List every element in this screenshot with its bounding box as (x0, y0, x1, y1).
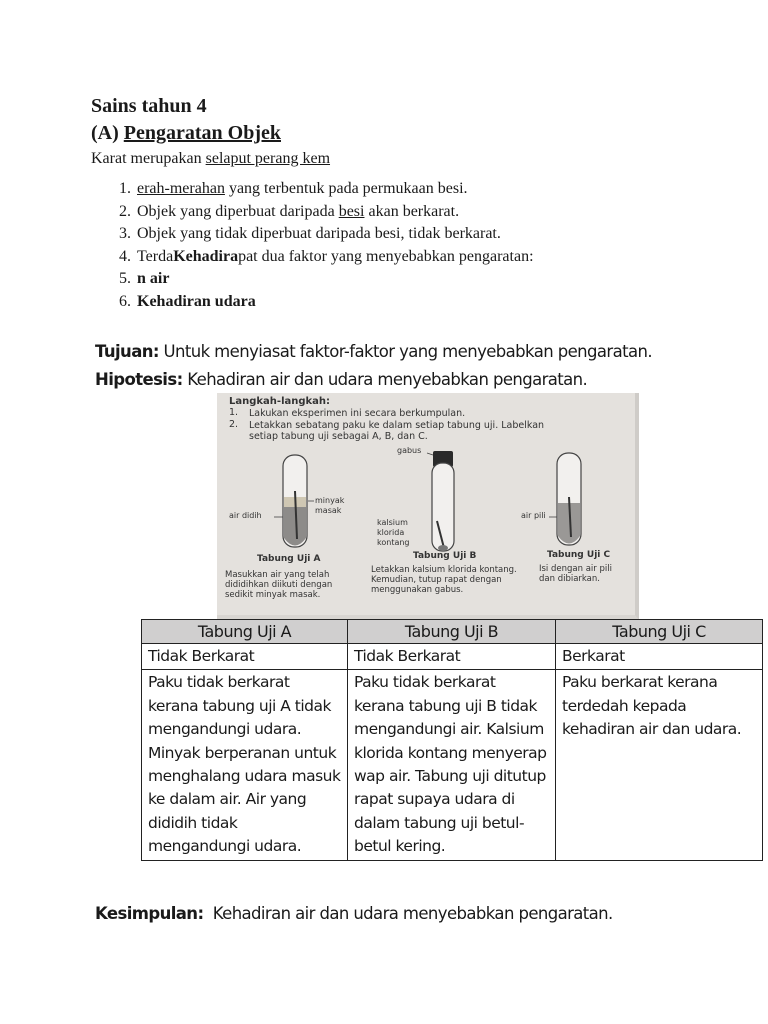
list-item (135, 291, 534, 314)
label-air-pili: air pili (521, 511, 546, 520)
tujuan-line (95, 342, 652, 361)
kesimpulan-text: Kehadiran air dan udara menyebabkan pengaratan. (203, 904, 613, 923)
caption-a: sedikit minyak masak. (225, 590, 321, 600)
tujuan-text: Untuk menyiasat faktor-faktor yang menyebabkan pengaratan. (158, 342, 652, 361)
list-item (135, 223, 534, 246)
table-header-row (142, 620, 763, 644)
steps-heading: Langkah-langkah: (229, 396, 331, 407)
status-cell: Tidak Berkarat (348, 644, 556, 670)
item-text: yang terbentuk pada permukaan besi. (224, 180, 468, 197)
tube-a-label: Tabung Uji A (257, 554, 321, 564)
intro-underlined: selaput perang kem (205, 150, 331, 167)
results-table (141, 619, 763, 861)
item-bold: n air (137, 270, 170, 288)
section-heading (91, 122, 281, 145)
section-prefix: (A) (91, 122, 124, 144)
label-masak: masak (315, 506, 342, 515)
caption-c: Isi dengan air pili (539, 564, 612, 574)
table-row (142, 644, 763, 670)
explanation-cell: Paku berkarat kerana terdedah kepada kehadiran air dan udara. (556, 670, 763, 860)
item-text: akan berkarat. (364, 202, 460, 220)
item-text: Objek yang diperbuat daripada (137, 202, 339, 220)
caption-a: Masukkan air yang telah (225, 570, 330, 580)
step-1-text: Lakukan eksperimen ini secara berkumpulan. (249, 408, 466, 419)
item-bold: Kehadira (173, 247, 239, 265)
table-row (142, 670, 763, 860)
label-kalsium: kalsium (377, 518, 408, 527)
intro-paragraph (91, 150, 330, 168)
label-gabus: gabus (397, 446, 422, 455)
caption-b: Kemudian, tutup rapat dengan (371, 575, 502, 585)
caption-b: Letakkan kalsium klorida kontang. (371, 565, 517, 575)
section-title: Pengaratan Objek (123, 122, 281, 144)
kesimpulan-label: Kesimpulan: (95, 904, 204, 923)
item-text: pat dua faktor yang menyebabkan pengaratan: (238, 247, 534, 265)
list-item (135, 201, 534, 224)
hipotesis-line (95, 370, 587, 389)
caption-a: dididihkan diikuti dengan (225, 580, 333, 590)
column-header: Tabung Uji A (142, 620, 348, 644)
points-list (91, 178, 534, 314)
column-header: Tabung Uji B (348, 620, 556, 644)
test-tube-b (427, 451, 454, 551)
hipotesis-label: Hipotesis: (95, 370, 183, 389)
list-item (135, 178, 534, 201)
test-tube-c (549, 453, 581, 545)
item-text: Objek yang tidak diperbuat daripada besi, tidak berkarat. (137, 225, 501, 243)
item-underlined: besi (338, 202, 365, 220)
list-item (135, 246, 534, 269)
item-text: Terda (137, 247, 174, 265)
label-klorida: klorida (377, 528, 405, 537)
status-cell: Berkarat (556, 644, 763, 670)
hipotesis-text: Kehadiran air dan udara menyebabkan pengaratan. (182, 370, 588, 389)
column-header: Tabung Uji C (556, 620, 763, 644)
tujuan-label: Tujuan: (95, 342, 159, 361)
step-2-number: 2. (229, 419, 239, 430)
intro-text: Karat merupakan (91, 150, 206, 167)
step-2-text: setiap tabung uji sebagai A, B, dan C. (249, 431, 428, 442)
page-title: Sains tahun 4 (91, 95, 207, 117)
item-underlined: erah-merahan (137, 180, 225, 197)
list-item (135, 268, 534, 291)
status-cell: Tidak Berkarat (142, 644, 348, 670)
label-kontang: kontang (377, 538, 410, 547)
explanation-cell: Paku tidak berkarat kerana tabung uji B tidak mengandungi air. Kalsium klorida kontang menyerap wap air. Tabung uji ditutup rapat supaya udara di dalam tabung uji betul-betul kering. (348, 670, 556, 860)
caption-b: menggunakan gabus. (371, 585, 464, 595)
tube-b-label: Tabung Uji B (413, 551, 477, 561)
label-minyak: minyak (315, 496, 345, 505)
tube-c-label: Tabung Uji C (547, 550, 611, 560)
item-bold: Kehadiran udara (137, 292, 256, 310)
test-tube-a (274, 455, 314, 547)
caption-c: dan dibiarkan. (539, 574, 600, 584)
step-2-text: Letakkan sebatang paku ke dalam setiap tabung uji. Labelkan (249, 420, 545, 431)
step-1-number: 1. (229, 407, 239, 418)
label-air-didih: air didih (229, 511, 262, 520)
explanation-cell: Paku tidak berkarat kerana tabung uji A tidak mengandungi udara. Minyak berperanan untuk menghalang udara masuk ke dalam air. Air yang dididih tidak mengandungi udara. (142, 670, 348, 860)
kesimpulan-line (95, 904, 613, 923)
experiment-photo (217, 393, 639, 620)
